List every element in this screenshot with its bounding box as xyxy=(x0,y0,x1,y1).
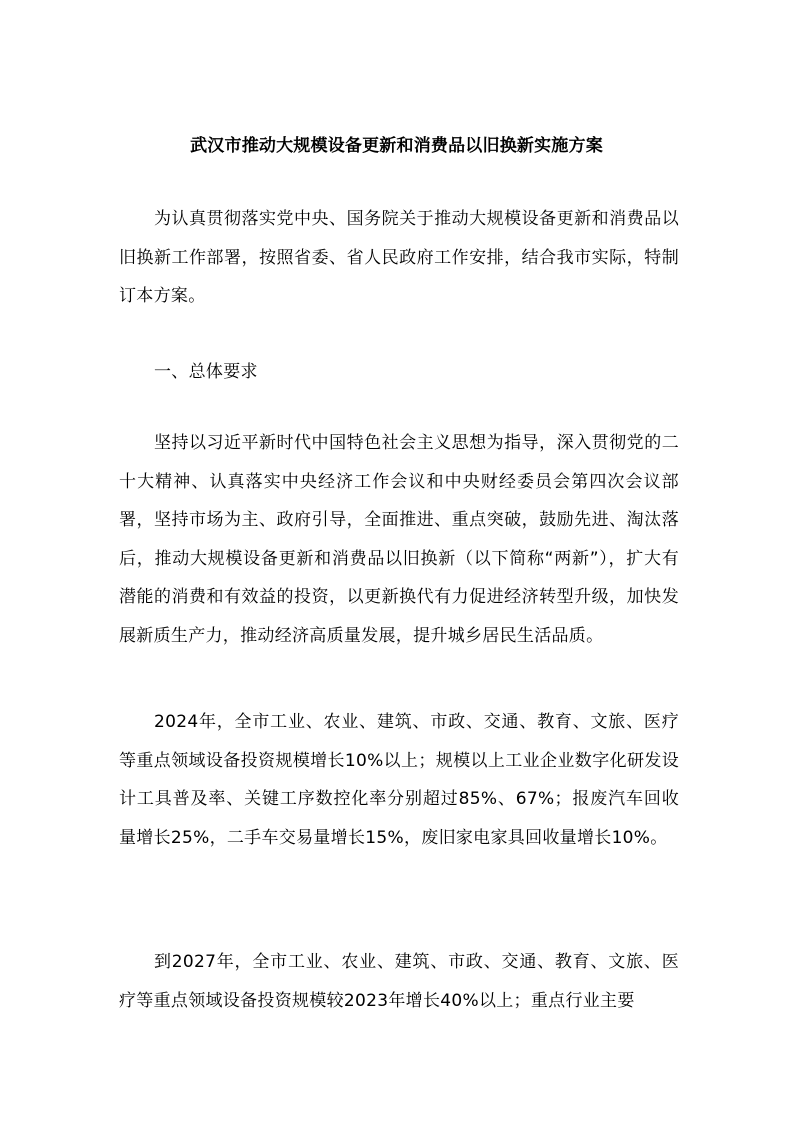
section-heading: 一、总体要求 xyxy=(154,362,258,382)
intro-paragraph: 为认真贯彻落实党中央、国务院关于推动大规模设备更新和消费品以旧换新工作部署，按照省委、省人民政府工作安排，结合我市实际，特制订本方案。 xyxy=(119,209,679,306)
document-title: 武汉市推动大规模设备更新和消费品以旧换新实施方案 xyxy=(190,136,603,156)
guiding-paragraph: 坚持以习近平新时代中国特色社会主义思想为指导，深入贯彻党的二十大精神、认真落实中央经济工作会议和中央财经委员会第四次会议部署，坚持市场为主、政府引导，全面推进、重点突破，鼓励先进、淘汰落后，推动大规模设备更新和消费品以旧换新（以下简称“两新”），扩大有潜能的消费和有效益的投资，以更新换代有力促进经济转型升级，加快发展新质生产力，推动经济高质量发展，提升城乡居民生活品质。 xyxy=(119,433,679,646)
goal-2024-paragraph: 2024年，全市工业、农业、建筑、市政、交通、教育、文旅、医疗等重点领域设备投资规模增长10%以上；规模以上工业企业数字化研发设计工具普及率、关键工序数控化率分别超过85%、67%；报废汽车回收量增长25%，二手车交易量增长15%，废旧家电家具回收量增长10%。 xyxy=(119,712,679,848)
goal-2027-paragraph: 到2027年，全市工业、农业、建筑、市政、交通、教育、文旅、医疗等重点领域设备投资规模较2023年增长40%以上；重点行业主要 xyxy=(119,952,679,1011)
